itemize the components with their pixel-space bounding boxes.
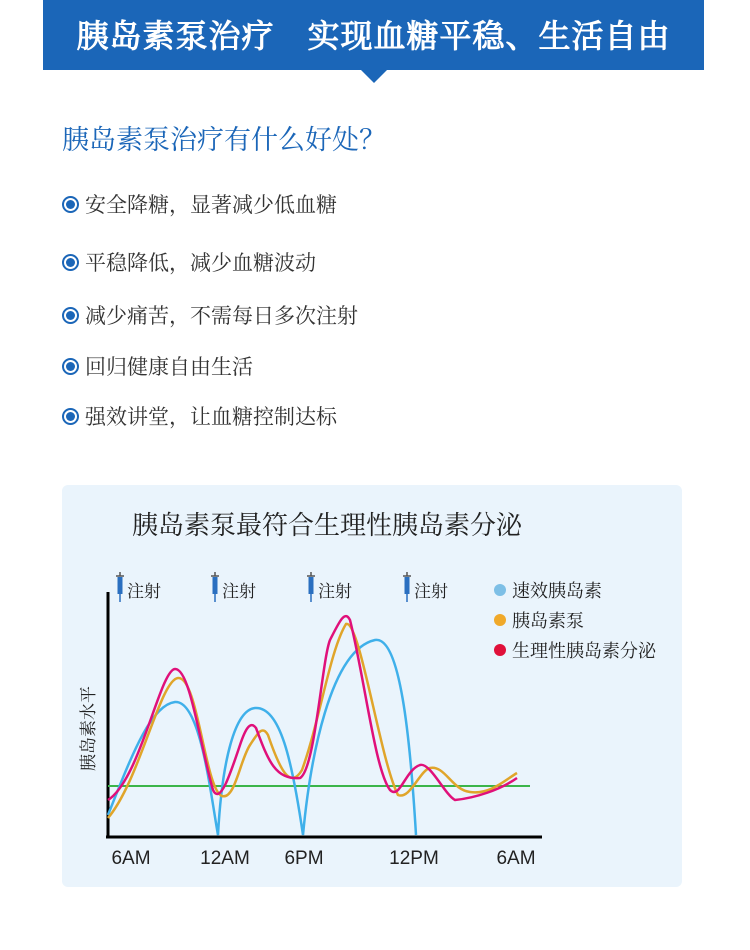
legend-label: 速效胰岛素 — [512, 581, 602, 602]
syringe-icon — [307, 572, 315, 602]
legend-swatch — [494, 584, 506, 596]
series-line-insulin-pump — [108, 624, 517, 818]
injection-label: 注射 — [127, 582, 161, 602]
chart-title: 胰岛素泵最符合生理性胰岛素分泌 — [132, 511, 523, 541]
x-tick-label: 6PM — [284, 848, 324, 869]
benefit-text: 强效讲堂，让血糖控制达标 — [85, 405, 337, 429]
y-axis-label: 胰岛素水平 — [79, 686, 99, 771]
benefit-text: 回归健康自由生活 — [85, 355, 253, 379]
legend — [494, 581, 657, 662]
syringe-icon — [211, 572, 219, 602]
syringe-icon — [116, 572, 124, 602]
legend-swatch — [494, 614, 506, 626]
injection-label: 注射 — [222, 582, 256, 602]
injection-marker — [211, 572, 256, 602]
x-tick-label: 12AM — [200, 848, 250, 869]
benefit-text: 平稳降低，减少血糖波动 — [85, 251, 316, 275]
legend-label: 生理性胰岛素分泌 — [512, 641, 656, 662]
syringe-icon — [403, 572, 411, 602]
legend-swatch — [494, 644, 506, 656]
x-tick-label: 6AM — [111, 848, 151, 869]
injection-label: 注射 — [414, 582, 448, 602]
banner-title: 胰岛素泵治疗 实现血糖平稳、生活自由 — [76, 17, 671, 55]
section-title: 胰岛素泵治疗有什么好处？ — [62, 125, 386, 156]
series-line-physiological — [108, 616, 517, 800]
x-tick-label: 12PM — [389, 848, 439, 869]
benefit-text: 减少痛苦，不需每日多次注射 — [85, 304, 358, 328]
benefit-text: 安全降糖，显著减少低血糖 — [85, 193, 337, 217]
injection-label: 注射 — [318, 582, 352, 602]
injection-marker — [116, 572, 161, 602]
injection-marker — [403, 572, 448, 602]
injection-marker — [307, 572, 352, 602]
series-line-fast-acting — [108, 640, 416, 835]
x-tick-label: 6AM — [496, 848, 536, 869]
legend-label: 胰岛素泵 — [512, 611, 584, 632]
